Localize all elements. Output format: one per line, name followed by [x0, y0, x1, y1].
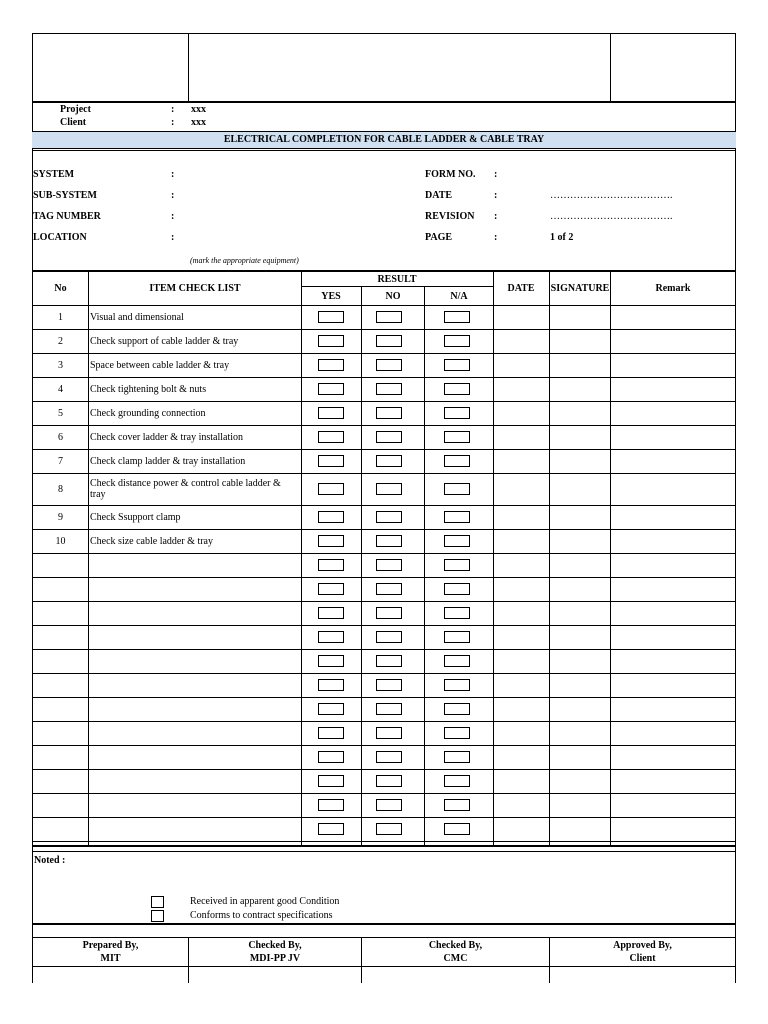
yes-checkbox[interactable]: [318, 703, 344, 715]
col-line-no: [88, 271, 89, 845]
row-item-text: Check size cable ladder & tray: [90, 536, 213, 547]
row-number: 2: [58, 336, 63, 347]
left-logo-area: [33, 34, 188, 101]
no-checkbox[interactable]: [376, 583, 402, 595]
yes-checkbox[interactable]: [318, 335, 344, 347]
no-checkbox[interactable]: [376, 679, 402, 691]
table-bottom-border: [32, 845, 736, 847]
col-line-yes: [361, 287, 362, 845]
na-checkbox[interactable]: [444, 335, 470, 347]
row-item-text: Check support of cable ladder & tray: [90, 336, 239, 347]
row-number: 7: [58, 456, 63, 467]
yes-checkbox[interactable]: [318, 751, 344, 763]
row-divider: [32, 553, 736, 554]
col-line-signature: [610, 271, 611, 845]
col-line-item: [301, 271, 302, 845]
row-number: 4: [58, 384, 63, 395]
no-checkbox[interactable]: [376, 335, 402, 347]
title-banner-lower-rule: [32, 150, 736, 151]
client-label: Client: [60, 117, 87, 128]
no-checkbox[interactable]: [376, 823, 402, 835]
project-label: Project: [60, 104, 91, 115]
col-header-signature: SIGNATURE: [550, 283, 610, 294]
row-number: 9: [58, 512, 63, 523]
signoff-mid-rule: [32, 966, 736, 967]
yes-checkbox[interactable]: [318, 359, 344, 371]
na-checkbox[interactable]: [444, 703, 470, 715]
na-checkbox[interactable]: [444, 583, 470, 595]
row-divider: [32, 425, 736, 426]
row-divider: [32, 449, 736, 450]
yes-checkbox[interactable]: [318, 559, 344, 571]
col-header-result: RESULT: [377, 274, 417, 285]
no-checkbox[interactable]: [376, 455, 402, 467]
noted-label: Noted :: [34, 855, 66, 866]
na-checkbox[interactable]: [444, 751, 470, 763]
row-divider: [32, 601, 736, 602]
col-header-no-result: NO: [385, 291, 401, 302]
client-colon: :: [171, 117, 175, 128]
row-divider: [32, 769, 736, 770]
location-colon: :: [171, 232, 175, 243]
row-divider: [32, 401, 736, 402]
no-checkbox[interactable]: [376, 727, 402, 739]
prepared-by-party: MIT: [100, 953, 121, 964]
row-number: 1: [58, 312, 63, 323]
col-line-na: [493, 271, 494, 845]
na-checkbox[interactable]: [444, 359, 470, 371]
received-checkbox[interactable]: [151, 896, 164, 908]
checked-by-2-title: Checked By,: [428, 940, 483, 951]
subsystem-colon: :: [171, 190, 175, 201]
no-checkbox[interactable]: [376, 799, 402, 811]
row-item-text: Space between cable ladder & tray: [90, 360, 230, 371]
result-header-rule: [301, 286, 493, 287]
yes-checkbox[interactable]: [318, 311, 344, 323]
form-no-colon: :: [494, 169, 498, 180]
yes-checkbox[interactable]: [318, 607, 344, 619]
row-divider: [32, 745, 736, 746]
date-value: ……………………………….: [550, 190, 673, 201]
no-checkbox[interactable]: [376, 607, 402, 619]
center-title-area: [189, 34, 610, 101]
right-logo-area: [611, 34, 735, 101]
no-checkbox[interactable]: [376, 631, 402, 643]
yes-checkbox[interactable]: [318, 775, 344, 787]
row-divider: [32, 817, 736, 818]
row-divider: [32, 353, 736, 354]
yes-checkbox[interactable]: [318, 455, 344, 467]
yes-checkbox[interactable]: [318, 583, 344, 595]
yes-checkbox[interactable]: [318, 727, 344, 739]
approved-by-party: Client: [629, 953, 656, 964]
checked-by-1-title: Checked By,: [248, 940, 302, 951]
form-title: ELECTRICAL COMPLETION FOR CABLE LADDER & CABLE TRAY: [223, 134, 545, 145]
row-item-text: Check clamp ladder & tray installation: [90, 456, 246, 467]
na-checkbox[interactable]: [444, 455, 470, 467]
noted-top-rule: [32, 851, 736, 852]
conforms-checkbox[interactable]: [151, 910, 164, 922]
project-colon: :: [171, 104, 175, 115]
yes-checkbox[interactable]: [318, 823, 344, 835]
yes-checkbox[interactable]: [318, 511, 344, 523]
row-divider: [32, 329, 736, 330]
col-header-date: DATE: [507, 283, 535, 294]
row-number: 8: [58, 484, 63, 495]
col-header-remark: Remark: [655, 283, 691, 294]
logo-block-bottom: [32, 101, 736, 103]
row-item-text: Check Ssupport clamp: [90, 512, 181, 523]
na-checkbox[interactable]: [444, 311, 470, 323]
col-header-no: No: [54, 283, 67, 294]
header-bottom-rule: [32, 305, 736, 306]
client-value: xxx: [191, 117, 206, 128]
row-divider: [32, 625, 736, 626]
row-divider: [32, 649, 736, 650]
row-item-text: Visual and dimensional: [90, 312, 184, 323]
date-label: DATE: [425, 190, 453, 201]
col-line-date: [549, 271, 550, 845]
conforms-option-label: Conforms to contract specifications: [190, 910, 333, 921]
na-checkbox[interactable]: [444, 727, 470, 739]
no-checkbox[interactable]: [376, 775, 402, 787]
prepared-by-title: Prepared By,: [82, 940, 139, 951]
received-option-label: Received in apparent good Condition: [190, 896, 340, 907]
no-checkbox[interactable]: [376, 655, 402, 667]
page-label: PAGE: [425, 232, 453, 243]
na-checkbox[interactable]: [444, 559, 470, 571]
na-checkbox[interactable]: [444, 799, 470, 811]
row-divider: [32, 841, 736, 842]
na-checkbox[interactable]: [444, 775, 470, 787]
row-item-text: Check tightening bolt & nuts: [90, 384, 207, 395]
row-number: 3: [58, 360, 63, 371]
date-colon: :: [494, 190, 498, 201]
no-checkbox[interactable]: [376, 511, 402, 523]
row-divider: [32, 793, 736, 794]
table-top-border: [32, 270, 736, 272]
checked-by-2-party: CMC: [443, 953, 468, 964]
page-colon: :: [494, 232, 498, 243]
na-checkbox[interactable]: [444, 407, 470, 419]
no-checkbox[interactable]: [376, 483, 402, 495]
no-checkbox[interactable]: [376, 751, 402, 763]
form-no-label: FORM NO.: [425, 169, 476, 180]
row-divider: [32, 529, 736, 530]
na-checkbox[interactable]: [444, 431, 470, 443]
equipment-note: (mark the appropriate equipment): [190, 256, 299, 265]
location-label: LOCATION: [33, 232, 87, 243]
na-checkbox[interactable]: [444, 631, 470, 643]
no-checkbox[interactable]: [376, 359, 402, 371]
na-checkbox[interactable]: [444, 383, 470, 395]
no-checkbox[interactable]: [376, 535, 402, 547]
col-line-no-result: [424, 287, 425, 845]
row-number: 5: [58, 408, 63, 419]
col-header-na: N/A: [450, 291, 468, 302]
system-colon: :: [171, 169, 175, 180]
row-divider: [32, 721, 736, 722]
row-divider: [32, 505, 736, 506]
yes-checkbox[interactable]: [318, 535, 344, 547]
yes-checkbox[interactable]: [318, 431, 344, 443]
revision-label: REVISION: [425, 211, 475, 222]
row-divider: [32, 377, 736, 378]
no-checkbox[interactable]: [376, 431, 402, 443]
approved-by-title: Approved By,: [613, 940, 672, 951]
row-divider: [32, 473, 736, 474]
row-item-text: Check cover ladder & tray installation: [90, 432, 244, 443]
na-checkbox[interactable]: [444, 823, 470, 835]
no-checkbox[interactable]: [376, 311, 402, 323]
row-item-text: Check grounding connection: [90, 408, 206, 419]
row-number: 6: [58, 432, 63, 443]
row-item-text: Check distance power & control cable ladder & tray: [90, 478, 281, 500]
no-checkbox[interactable]: [376, 559, 402, 571]
revision-value: ……………………………….: [550, 211, 673, 222]
signoff-top-border: [32, 923, 736, 925]
row-divider: [32, 673, 736, 674]
row-divider: [32, 577, 736, 578]
signoff-header-rule: [32, 937, 736, 938]
no-checkbox[interactable]: [376, 703, 402, 715]
page-value: 1 of 2: [550, 232, 574, 243]
na-checkbox[interactable]: [444, 607, 470, 619]
na-checkbox[interactable]: [444, 655, 470, 667]
system-label: SYSTEM: [33, 169, 75, 180]
yes-checkbox[interactable]: [318, 655, 344, 667]
col-header-yes: YES: [321, 291, 341, 302]
col-header-item: ITEM CHECK LIST: [149, 283, 241, 294]
yes-checkbox[interactable]: [318, 631, 344, 643]
na-checkbox[interactable]: [444, 679, 470, 691]
tag-number-colon: :: [171, 211, 175, 222]
no-checkbox[interactable]: [376, 407, 402, 419]
yes-checkbox[interactable]: [318, 383, 344, 395]
yes-checkbox[interactable]: [318, 679, 344, 691]
subsystem-label: SUB-SYSTEM: [33, 190, 97, 201]
tag-number-label: TAG NUMBER: [33, 211, 101, 222]
na-checkbox[interactable]: [444, 511, 470, 523]
yes-checkbox[interactable]: [318, 483, 344, 495]
yes-checkbox[interactable]: [318, 407, 344, 419]
no-checkbox[interactable]: [376, 383, 402, 395]
row-number: 10: [55, 536, 66, 547]
na-checkbox[interactable]: [444, 483, 470, 495]
revision-colon: :: [494, 211, 498, 222]
yes-checkbox[interactable]: [318, 799, 344, 811]
row-divider: [32, 697, 736, 698]
project-value: xxx: [191, 104, 206, 115]
checked-by-1-party: MDI-PP JV: [249, 953, 301, 964]
na-checkbox[interactable]: [444, 535, 470, 547]
